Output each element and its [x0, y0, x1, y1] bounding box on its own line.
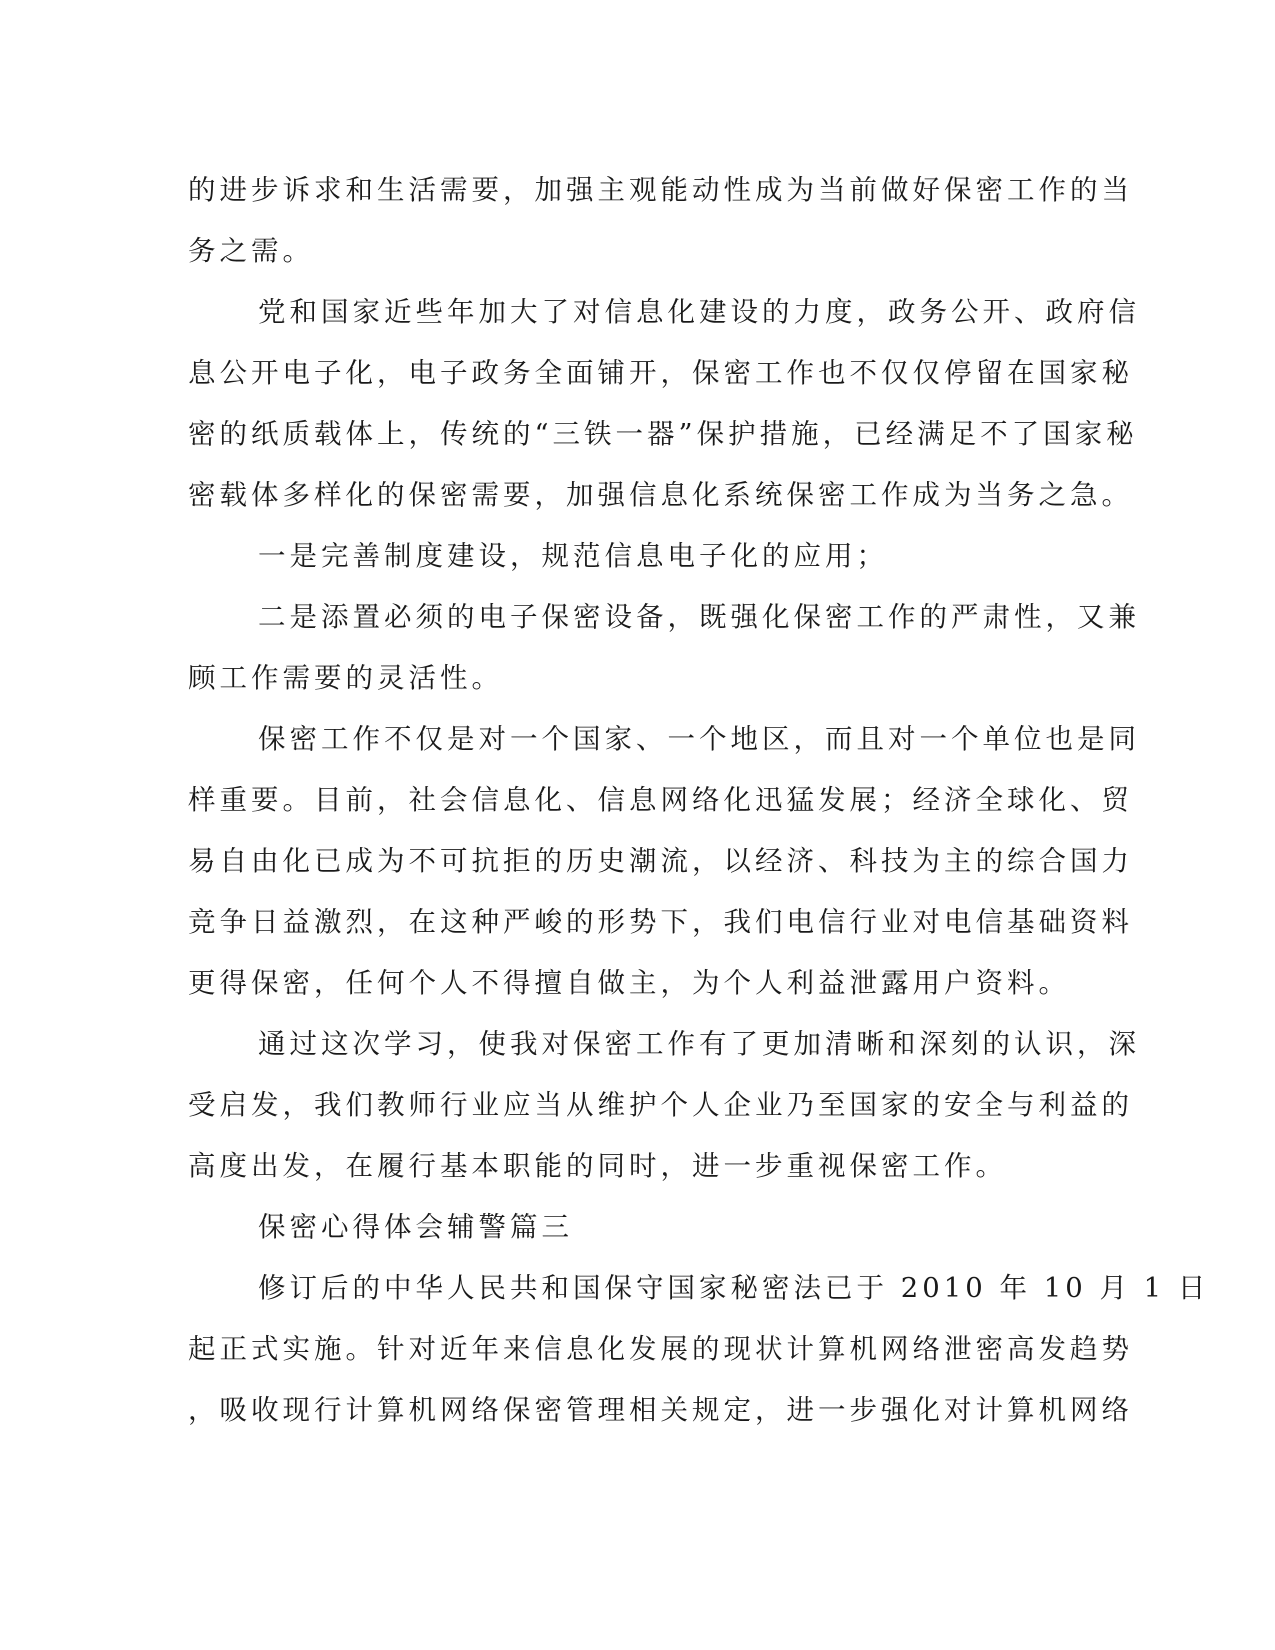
- document-body: [188, 160, 1210, 1441]
- paragraph-start-line: 修订后的中华人民共和国保守国家秘密法已于 2010 年 10 月 1 日: [258, 1272, 1210, 1304]
- paragraph-start-line: 一是完善制度建设，规范信息电子化的应用；: [258, 540, 888, 572]
- text-line: 密的纸质载体上，传统的“三铁一器”保护措施，已经满足不了国家秘: [188, 418, 1138, 450]
- text-line: 竞争日益激烈，在这种严峻的形势下，我们电信行业对电信基础资料: [188, 906, 1133, 938]
- paragraph-start-line: 保密工作不仅是对一个国家、一个地区，而且对一个单位也是同: [258, 723, 1140, 755]
- text-line: 顾工作需要的灵活性。: [188, 662, 503, 694]
- text-line: 易自由化已成为不可抗拒的历史潮流，以经济、科技为主的综合国力: [188, 845, 1133, 877]
- text-line: 起正式实施。针对近年来信息化发展的现状计算机网络泄密高发趋势: [188, 1333, 1133, 1365]
- text-line: 务之需。: [188, 235, 314, 267]
- text-line: 的进步诉求和生活需要，加强主观能动性成为当前做好保密工作的当: [188, 174, 1133, 206]
- text-line: 高度出发，在履行基本职能的同时，进一步重视保密工作。: [188, 1150, 1007, 1182]
- text-line: ，吸收现行计算机网络保密管理相关规定，进一步强化对计算机网络: [188, 1394, 1133, 1426]
- text-line: 受启发，我们教师行业应当从维护个人企业乃至国家的安全与利益的: [188, 1089, 1133, 1121]
- section-heading: 保密心得体会辅警篇三: [258, 1211, 573, 1243]
- paragraph-start-line: 通过这次学习，使我对保密工作有了更加清晰和深刻的认识，深: [258, 1028, 1140, 1060]
- text-line: 更得保密，任何个人不得擅自做主，为个人利益泄露用户资料。: [188, 967, 1070, 999]
- text-line: 样重要。目前，社会信息化、信息网络化迅猛发展；经济全球化、贸: [188, 784, 1133, 816]
- paragraph-start-line: 党和国家近些年加大了对信息化建设的力度，政务公开、政府信: [258, 296, 1140, 328]
- text-line: 息公开电子化，电子政务全面铺开，保密工作也不仅仅停留在国家秘: [188, 357, 1133, 389]
- text-line: 密载体多样化的保密需要，加强信息化系统保密工作成为当务之急。: [188, 479, 1133, 511]
- paragraph-start-line: 二是添置必须的电子保密设备，既强化保密工作的严肃性，又兼: [258, 601, 1140, 633]
